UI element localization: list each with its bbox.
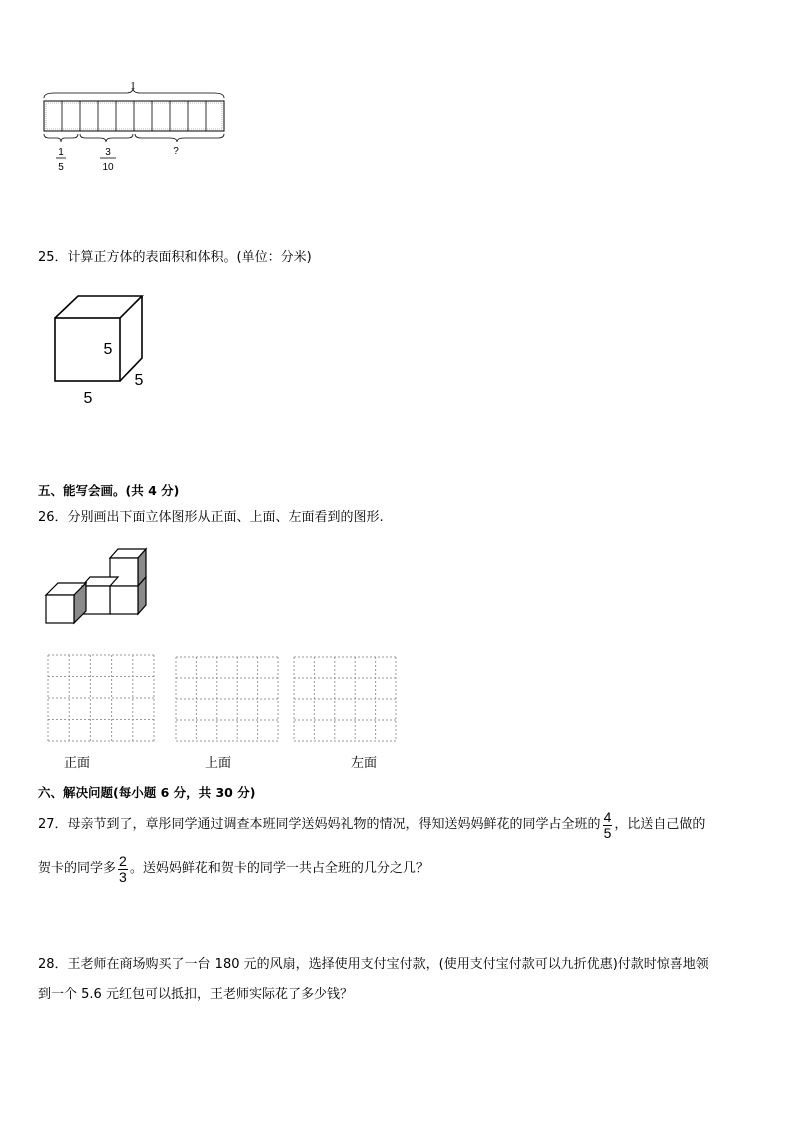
cube-label-side: 5 [134,372,144,389]
bar-total-label: 1 [130,80,136,92]
unknown-label: ? [173,146,179,157]
brace-part1 [44,134,78,142]
q25-number: 25． [38,250,68,265]
fraction-bar-diagram [38,76,238,176]
cube-figure [50,292,160,412]
grid-left-view[interactable] [293,656,397,742]
grid-front-lines [48,655,154,741]
fraction-four-fifths [603,810,613,841]
q27-number: 27． [38,817,68,832]
q27-text-2b: 。送妈妈鲜花和贺卡的同学一共占全班的几分之几？ [129,861,429,876]
part2-denominator: 10 [102,162,114,173]
part1-numerator: 1 [58,147,64,158]
label-front-view: 正面 [64,756,91,771]
cube-side-face [120,296,142,381]
frac1-denominator: 5 [603,824,612,841]
q25-line [38,248,312,268]
q26-line [38,508,384,528]
q27-text-1a: 母亲节到了，章彤同学通过调查本班同学送妈妈礼物的情况，得知送妈妈鲜花的同学占全班的 [67,817,601,832]
q28-number: 28． [38,957,68,972]
section6-title: 六、解决问题(每小题 6 分，共 30 分) [38,785,256,800]
q28-line1 [38,955,709,975]
fraction-two-thirds [118,854,128,885]
grid-top-view[interactable] [175,656,279,742]
cube-left-front [46,595,74,623]
grid-left-lines [294,657,396,741]
q28-text-1: 王老师在商场购买了一台 180 元的风扇，选择使用支付宝付款，(使用支付宝付款可以九折优惠)付款时惊喜地领 [67,957,709,972]
grid-top-lines [176,657,278,741]
q27-line2 [38,846,429,892]
q27-text-2a: 贺卡的同学多 [38,861,117,876]
cube-bottom-right-front [110,586,138,614]
label-top-view: 上面 [205,756,232,771]
cube-label-front-right: 5 [103,341,113,358]
grid-front-view[interactable] [47,654,155,742]
part1-denominator: 5 [58,162,64,173]
label-left-view: 左面 [351,756,378,771]
frac1-numerator: 4 [603,808,612,825]
stacked-cubes-figure [40,545,155,627]
q27-line1 [38,802,705,848]
cube-label-front-bottom: 5 [83,390,93,407]
q26-text: 分别画出下面立体图形从正面、上面、左面看到的图形. [67,510,384,525]
q27-text-1b: ，比送自己做的 [614,817,706,832]
q26-number: 26． [38,510,68,525]
q28-text-2: 到一个 5.6 元红包可以抵扣，王老师实际花了多少钱？ [38,987,353,1002]
brace-part2 [80,134,133,142]
part2-numerator: 3 [105,147,111,158]
q25-text: 计算正方体的表面积和体积。(单位：分米) [67,250,312,265]
frac2-numerator: 2 [119,852,127,869]
cube-top-face [55,296,142,318]
q28-line2 [38,985,353,1005]
brace-unknown [135,134,224,142]
frac2-denominator: 3 [119,868,127,885]
section5-title: 五、能写会画。(共 4 分) [38,483,180,498]
